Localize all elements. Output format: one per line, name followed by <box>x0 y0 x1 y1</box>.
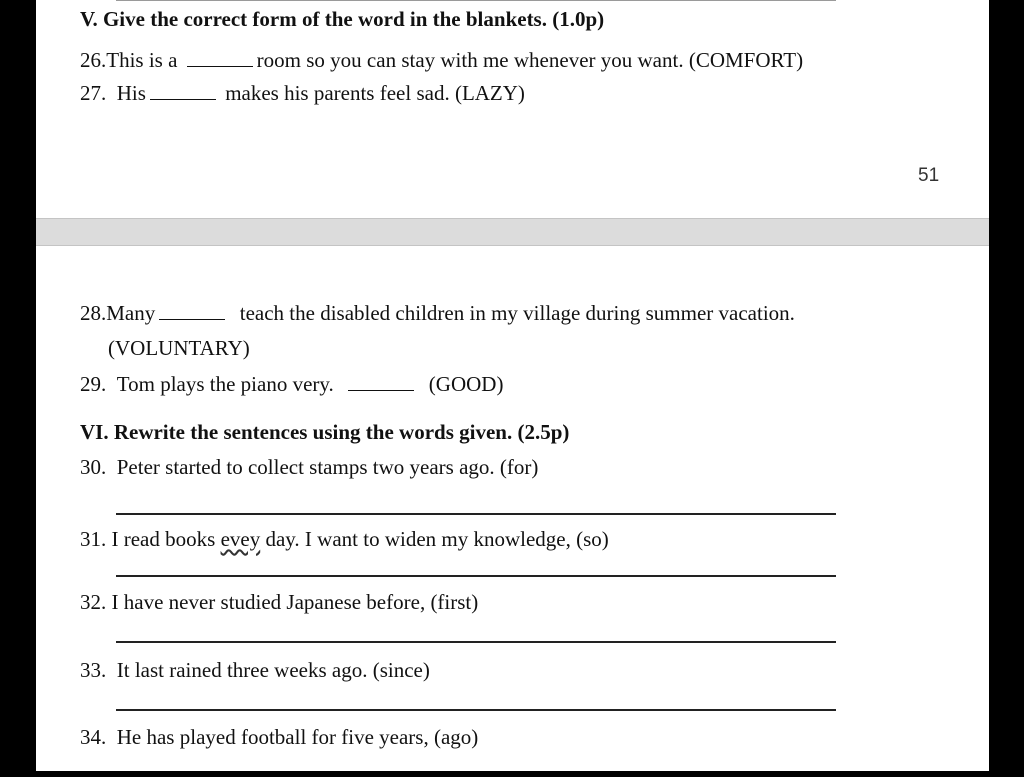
section-5-heading: V. Give the correct form of the word in the blankets. (1.0p) <box>80 7 605 31</box>
answer-blank[interactable] <box>150 81 216 100</box>
question-number: 32. <box>80 590 107 614</box>
question-text-post: room so you can stay with me whenever you want. (COMFORT) <box>256 48 804 72</box>
question-text-pre: Tom plays the piano very. <box>116 372 334 396</box>
question-27 <box>80 80 525 106</box>
question-number: 27. <box>80 81 107 105</box>
question-28-continuation: (VOLUNTARY) <box>108 336 250 360</box>
question-31 <box>80 526 609 552</box>
worksheet-page-top <box>36 0 989 218</box>
question-text: I have never studied Japanese before, (first) <box>111 590 479 614</box>
question-text-post: (GOOD) <box>428 372 504 396</box>
question-26 <box>80 47 803 73</box>
question-number: 31. <box>80 527 107 551</box>
answer-line-33[interactable] <box>116 709 836 711</box>
answer-blank[interactable] <box>348 372 414 391</box>
worksheet-page-bottom <box>36 246 989 771</box>
answer-blank[interactable] <box>187 48 253 67</box>
question-text-post: teach the disabled children in my village during summer vacation. <box>239 301 795 325</box>
question-29 <box>80 371 503 397</box>
question-text-pre: Many <box>106 301 156 325</box>
question-32 <box>80 589 478 615</box>
answer-blank[interactable] <box>159 301 225 320</box>
answer-line-30[interactable] <box>116 513 836 515</box>
question-text: He has played football for five years, (ago) <box>116 725 479 749</box>
question-number: 34. <box>80 725 107 749</box>
question-text-pre: This is a <box>106 48 178 72</box>
question-number: 33. <box>80 658 107 682</box>
question-33 <box>80 657 430 683</box>
question-34 <box>80 724 478 750</box>
question-30 <box>80 454 538 480</box>
top-divider <box>116 0 836 1</box>
question-number: 30. <box>80 455 107 479</box>
section-6-heading: VI. Rewrite the sentences using the words given. (2.5p) <box>80 420 570 444</box>
misspelled-word: evey <box>220 527 261 551</box>
answer-line-32[interactable] <box>116 641 836 643</box>
question-number: 29. <box>80 372 107 396</box>
answer-line-31[interactable] <box>116 575 836 577</box>
question-text: Peter started to collect stamps two years ago. (for) <box>116 455 539 479</box>
page-number: 51 <box>918 165 940 186</box>
question-text-post: makes his parents feel sad. (LAZY) <box>225 81 525 105</box>
question-number: 28. <box>80 301 107 325</box>
question-text-pre: His <box>116 81 146 105</box>
question-28 <box>80 300 795 326</box>
page-break <box>36 218 989 246</box>
question-number: 26. <box>80 48 107 72</box>
question-text-pre: I read books <box>111 527 216 551</box>
question-text: It last rained three weeks ago. (since) <box>116 658 430 682</box>
question-text-post: day. I want to widen my knowledge, (so) <box>265 527 609 551</box>
